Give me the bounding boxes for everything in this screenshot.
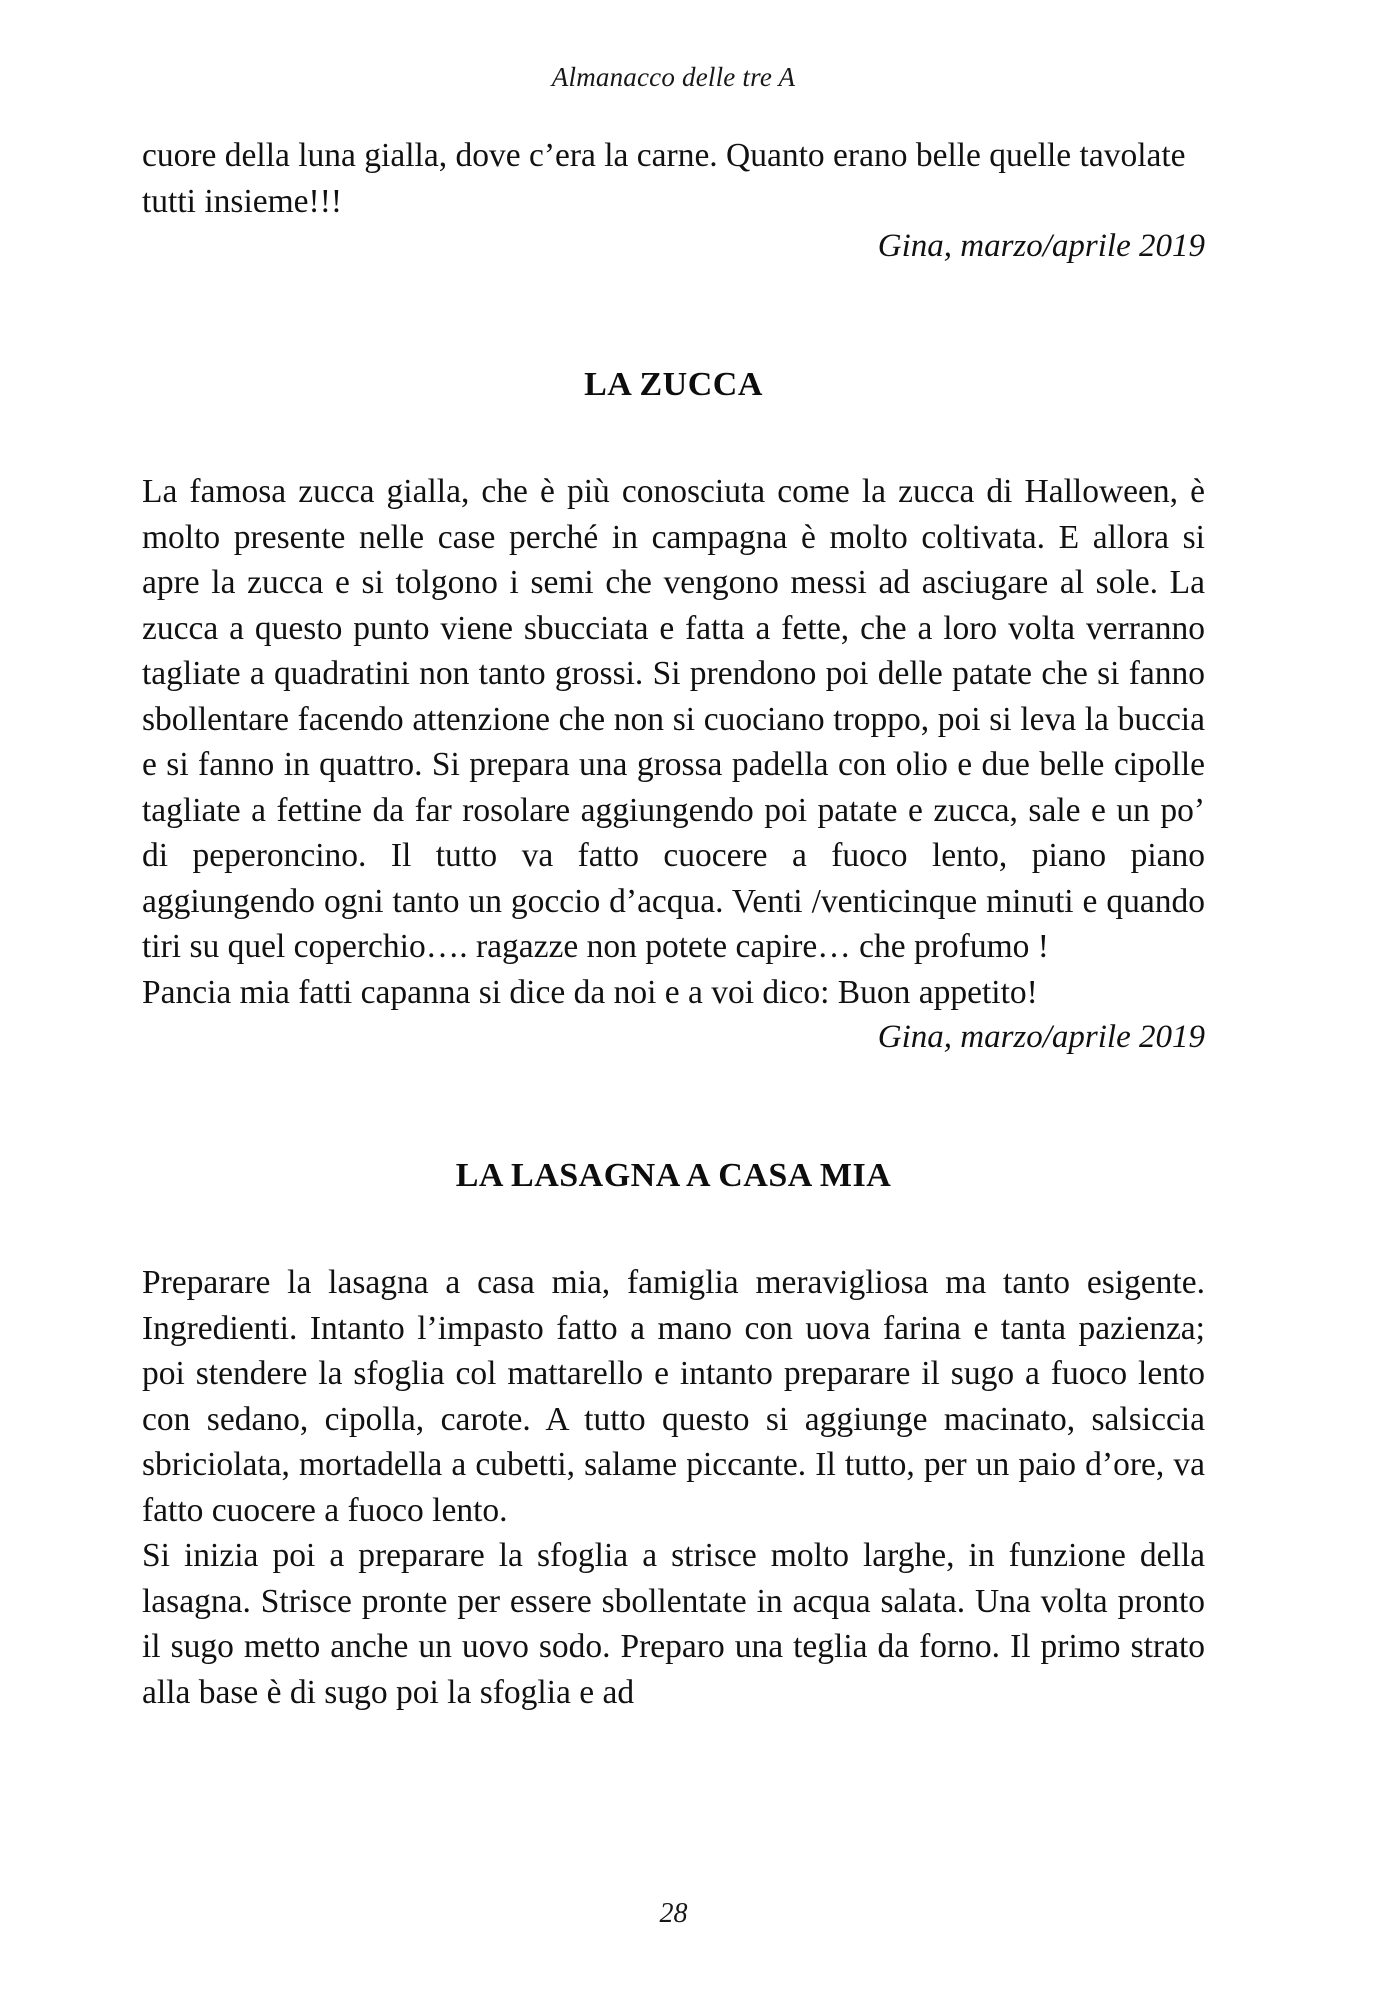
attribution-line: Gina, marzo/aprile 2019 [877, 228, 1205, 264]
page-content [142, 0, 1205, 2000]
continued-paragraph: cuore della luna gialla, dove c’era la carne. Quanto erano belle quelle tavolate tutti insieme!!! [142, 137, 1186, 220]
section-gap [142, 1061, 1205, 1153]
section-paragraph: Si inizia poi a preparare la sfoglia a strisce molto larghe, in funzione della lasagna. Strisce pronte per essere sbollentate in acqua salata. Una volta pronto il sugo metto anche un uovo sodo. Preparo una teglia da forno. Il primo strato alla base è di sugo poi la sfoglia e ad [142, 1537, 1205, 1711]
text-block [142, 133, 1205, 1715]
section-paragraph: La famosa zucca gialla, che è più conosciuta come la zucca di Halloween, è molto presente nelle case perché in campagna è molto coltivata. E allora si apre la zucca e si tolgono i semi che vengono messi ad asciugare al sole. La zucca a questo punto viene sbucciata e fatta a fette, che a loro volta verranno tagliate a quadratini non tanto grossi. Si prendono poi delle patate che si fanno sbollentare facendo attenzione che non si cuociano troppo, poi si leva la buccia e si fanno in quattro. Si prepara una grossa padella con olio e due belle cipolle tagliate a fettine da far rosolare aggiungendo poi patate e zucca, sale e un po’ di peperoncino. Il tutto va fatto cuocere a fuoco lento, piano piano aggiungendo ogni tanto un goccio d’acqua. Venti /venticinque minuti e quando tiri su quel coperchio…. ragazze non potete capire… che profumo ! [142, 473, 1205, 965]
running-head: Almanacco delle tre A [551, 62, 796, 92]
page-number: 28 [659, 1898, 688, 1929]
section-paragraph: Pancia mia fatti capanna si dice da noi e a voi dico: Buon appetito! [142, 973, 1038, 1011]
section-heading-la-zucca: LA ZUCCA [584, 365, 763, 403]
section-heading-la-lasagna-a-casa-mia: LA LASAGNA A CASA MIA [455, 1156, 892, 1194]
heading-gap [142, 1198, 1205, 1260]
section-gap [142, 270, 1205, 362]
heading-gap [142, 407, 1205, 469]
section-paragraph: Preparare la lasagna a casa mia, famiglia meravigliosa ma tanto esigente. Ingredienti. Intanto l’impasto fatto a mano con uova farina e tanta pazienza; poi stendere la sfoglia col mattarello e intanto preparare il sugo a fuoco lento con sedano, cipolla, carote. A tutto questo si aggiunge macinato, salsiccia sbriciolata, mortadella a cubetti, salame piccante. Il tutto, per un paio d’ore, va fatto cuocere a fuoco lento. [142, 1264, 1205, 1529]
attribution-line: Gina, marzo/aprile 2019 [877, 1019, 1205, 1055]
